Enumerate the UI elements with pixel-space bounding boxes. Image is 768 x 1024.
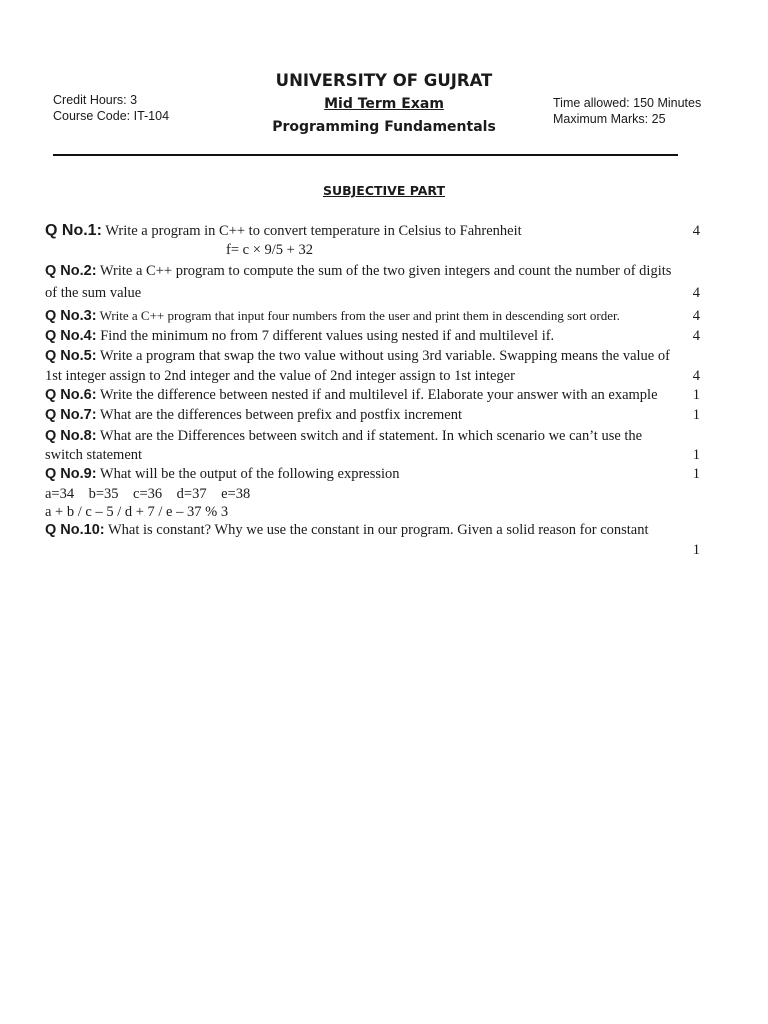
question-2-continuation: of the sum value xyxy=(45,285,142,301)
question-1-marks: 4 xyxy=(692,223,700,239)
question-4-marks: 4 xyxy=(692,328,700,344)
question-8-marks: 1 xyxy=(692,447,700,463)
question-9-marks: 1 xyxy=(692,466,700,482)
question-label: Q No.9: xyxy=(45,466,97,482)
question-2 xyxy=(45,263,671,280)
subject-title: Programming Fundamentals xyxy=(272,119,496,135)
question-text: Write a C++ program to compute the sum of the two given integers and count the number of digits xyxy=(96,263,672,279)
question-7 xyxy=(45,407,462,424)
course-code: Course Code: IT-104 xyxy=(53,109,170,123)
question-10 xyxy=(45,522,649,539)
question-label: Q No.10: xyxy=(45,522,105,538)
question-3 xyxy=(45,308,620,325)
question-3-marks: 4 xyxy=(692,308,700,324)
question-text: Write the difference between nested if and multilevel if. Elaborate your answer with an example xyxy=(96,387,658,403)
question-label: Q No.4: xyxy=(45,328,97,344)
question-1-formula: f= c × 9/5 + 32 xyxy=(226,242,313,258)
time-allowed: Time allowed: 150 Minutes xyxy=(553,96,702,110)
question-2-marks: 4 xyxy=(692,285,700,301)
question-label: Q No.3: xyxy=(45,308,97,324)
question-10-marks: 1 xyxy=(692,542,700,558)
question-4 xyxy=(45,328,554,345)
question-text: Find the minimum no from 7 different values using nested if and multilevel if. xyxy=(96,328,555,344)
question-5 xyxy=(45,348,670,365)
section-title: SUBJECTIVE PART xyxy=(322,183,446,198)
header-divider xyxy=(53,154,678,156)
question-9-variables: a=34 b=35 c=36 d=37 e=38 xyxy=(45,486,251,502)
question-text: Write a C++ program that input four numbers from the user and print them in descending sort order. xyxy=(96,308,620,323)
question-label: Q No.6: xyxy=(45,387,97,403)
question-5-continuation: 1st integer assign to 2nd integer and the value of 2nd integer assign to 1st integer xyxy=(45,368,515,384)
question-text: What is constant? Why we use the constant in our program. Given a solid reason for constant xyxy=(104,522,649,538)
question-7-marks: 1 xyxy=(692,407,700,423)
question-8 xyxy=(45,428,642,445)
question-label: Q No.5: xyxy=(45,348,97,364)
question-text: What will be the output of the following expression xyxy=(96,466,400,482)
question-text: Write a program that swap the two value without using 3rd variable. Swapping means the value of xyxy=(96,348,670,364)
maximum-marks: Maximum Marks: 25 xyxy=(553,112,666,126)
question-label: Q No.2: xyxy=(45,263,97,279)
credit-hours: Credit Hours: 3 xyxy=(53,93,138,107)
question-label: Q No.8: xyxy=(45,428,97,444)
question-1 xyxy=(45,222,522,240)
question-label: Q No.1: xyxy=(45,222,102,239)
exam-title: Mid Term Exam xyxy=(324,96,444,112)
question-text: What are the Differences between switch and if statement. In which scenario we can’t use the xyxy=(96,428,643,444)
question-5-marks: 4 xyxy=(692,368,700,384)
question-6 xyxy=(45,387,658,404)
question-6-marks: 1 xyxy=(692,387,700,403)
question-9 xyxy=(45,466,400,483)
university-name: UNIVERSITY OF GUJRAT xyxy=(275,71,493,90)
question-text: What are the differences between prefix and postfix increment xyxy=(96,407,462,423)
question-text: Write a program in C++ to convert temperature in Celsius to Fahrenheit xyxy=(101,223,522,239)
question-9-expression: a + b / c – 5 / d + 7 / e – 37 % 3 xyxy=(45,504,229,520)
question-label: Q No.7: xyxy=(45,407,97,423)
question-8-continuation: switch statement xyxy=(45,447,143,463)
